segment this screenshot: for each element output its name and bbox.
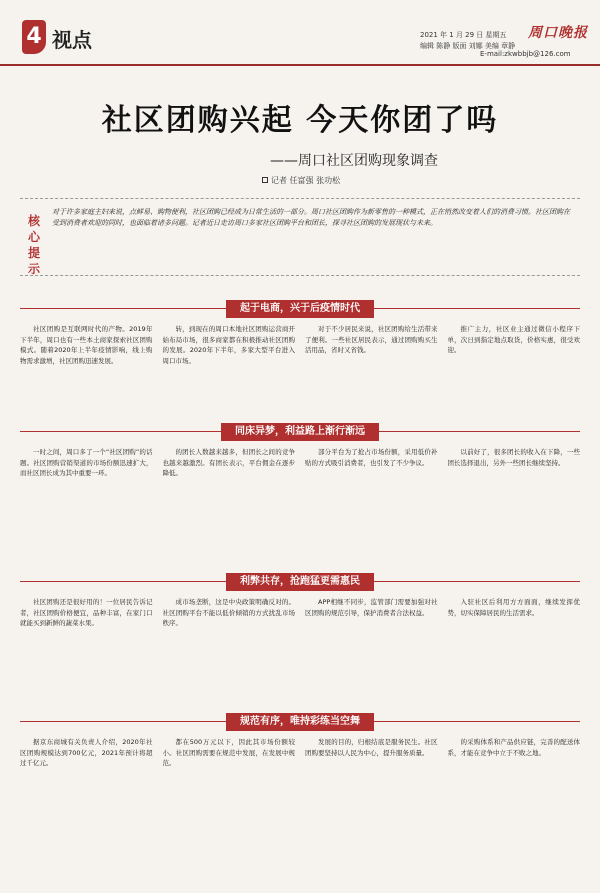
- text-column: 入驻社区后利用方方面面，继续发挥优势，切实保障居民的生活需求。: [447, 598, 580, 617]
- page-number: 4: [22, 20, 46, 54]
- section-heading-label: 同床异梦，利益路上渐行渐远: [221, 423, 379, 441]
- lead-box: [20, 198, 580, 276]
- text-column: 据京东商城有关负责人介绍，2020年社区团购规模达到700亿元，2021年预计将超过千亿元。: [20, 738, 153, 767]
- text-column: 成市场垄断，这是中央政策明确反对的。社区团购平台不能以低价倾销的方式扰乱市场秩序。: [162, 598, 295, 627]
- section-heading-label: 起于电商，兴于后疫情时代: [226, 300, 374, 318]
- section-heading-1: [0, 300, 600, 318]
- text-column: 对于不少居民来说，社区团购给生活带来了便利。一些社区居民表示，通过团购购买生活用品，省时又省钱。: [305, 325, 438, 354]
- section-heading-3: [0, 573, 600, 591]
- page-header: [0, 0, 600, 66]
- text-column: APP相继不同步，监管部门需要加强对社区团购的规范引导，保护消费者合法权益。: [305, 598, 438, 617]
- text-column: 的采购体系和产品供应链，完善的配送体系，才能在竞争中立于不败之地。: [447, 738, 580, 757]
- text-column: 的团长人数越来越多，但团长之间的竞争也越来越激烈。有团长表示，平台佣金在逐步降低。: [162, 448, 295, 477]
- text-column: 以前好了，很多团长的收入在下降，一些团长选择退出，另外一些团长继续坚持。: [447, 448, 580, 467]
- lead-tag: 核心提示: [27, 214, 40, 276]
- square-icon: [262, 177, 268, 183]
- text-column: 转，到现在的周口本地社区团购运营商开始布局市场，很多商家都在积极推动社区团购的发展。2020年下半年，多家大型平台进入周口市场。: [162, 325, 295, 365]
- article-title: 社区团购兴起 今天你团了吗: [101, 103, 499, 138]
- section-body-3: [20, 597, 580, 709]
- section-body-4: [20, 737, 580, 883]
- section-heading-label: 规范有序，唯持彩练当空舞: [226, 713, 374, 731]
- section-name: 视点: [52, 28, 92, 52]
- text-column: 部分平台为了抢占市场份额，采用低价补贴的方式吸引消费者，也引发了不少争议。: [305, 448, 438, 467]
- lead-text: 对于许多家庭主妇来说，点鲜易、购物便利，社区团购已经成为日常生活的一部分。周口社区团购作为新零售的一种模式，正在悄然改变着人们的消费习惯。社区团购在受到消费者欢迎的同时，也面临着诸多问题。记者近日走访周口多家社区团购平台和团长，探寻社区团购的发展现状与未来。: [52, 208, 570, 227]
- text-column: 社区团购是互联网时代的产物。2019年下半年，周口也有一些本土商家探索社区团购模式。随着2020年上半年疫情影响，线上购物需求激增，社区团购迅速发展。: [20, 325, 153, 365]
- section-body-2: [20, 447, 580, 567]
- section-heading-label: 利弊共存，抢跑猛更需惠民: [226, 573, 374, 591]
- text-column: 一时之间，周口多了一个“社区团购”的话题。社区团购营销渠道的市场份额迅速扩大，而社区团长成为其中重要一环。: [20, 448, 153, 477]
- section-body-1: [20, 324, 580, 420]
- section-heading-2: [0, 423, 600, 441]
- byline: [262, 175, 340, 186]
- byline-text: 记者 任富强 张功松: [271, 176, 341, 185]
- paper-logo: 周口晚报: [528, 25, 588, 41]
- issue-editor: 编辑 陈静 版面 刘娜 美编 章静: [420, 42, 516, 50]
- issue-meta: [420, 30, 515, 52]
- text-column: 发展的目的，归根结底是服务民生。社区团购要坚持以人民为中心，提升服务质量。: [305, 738, 438, 757]
- text-column: 社区团购还是很好用的！一位居民告诉记者，社区团购价格便宜，品种丰富，在家门口就能买到新鲜的蔬菜水果。: [20, 598, 153, 627]
- text-column: 推广主力，社区业主通过微信小程序下单，次日到指定地点取货，价格实惠，很受欢迎。: [447, 325, 580, 354]
- article-subtitle: ——周口社区团购现象调查: [270, 153, 438, 169]
- contact-email: E-mail:zkwbbjb@126.com: [480, 50, 571, 58]
- text-column: 都在500万元以下，因此其市场份额较小。社区团购需要在规范中发展，在发展中规范。: [162, 738, 295, 767]
- issue-date: 2021 年 1 月 29 日 星期五: [420, 31, 507, 39]
- section-heading-4: [0, 713, 600, 731]
